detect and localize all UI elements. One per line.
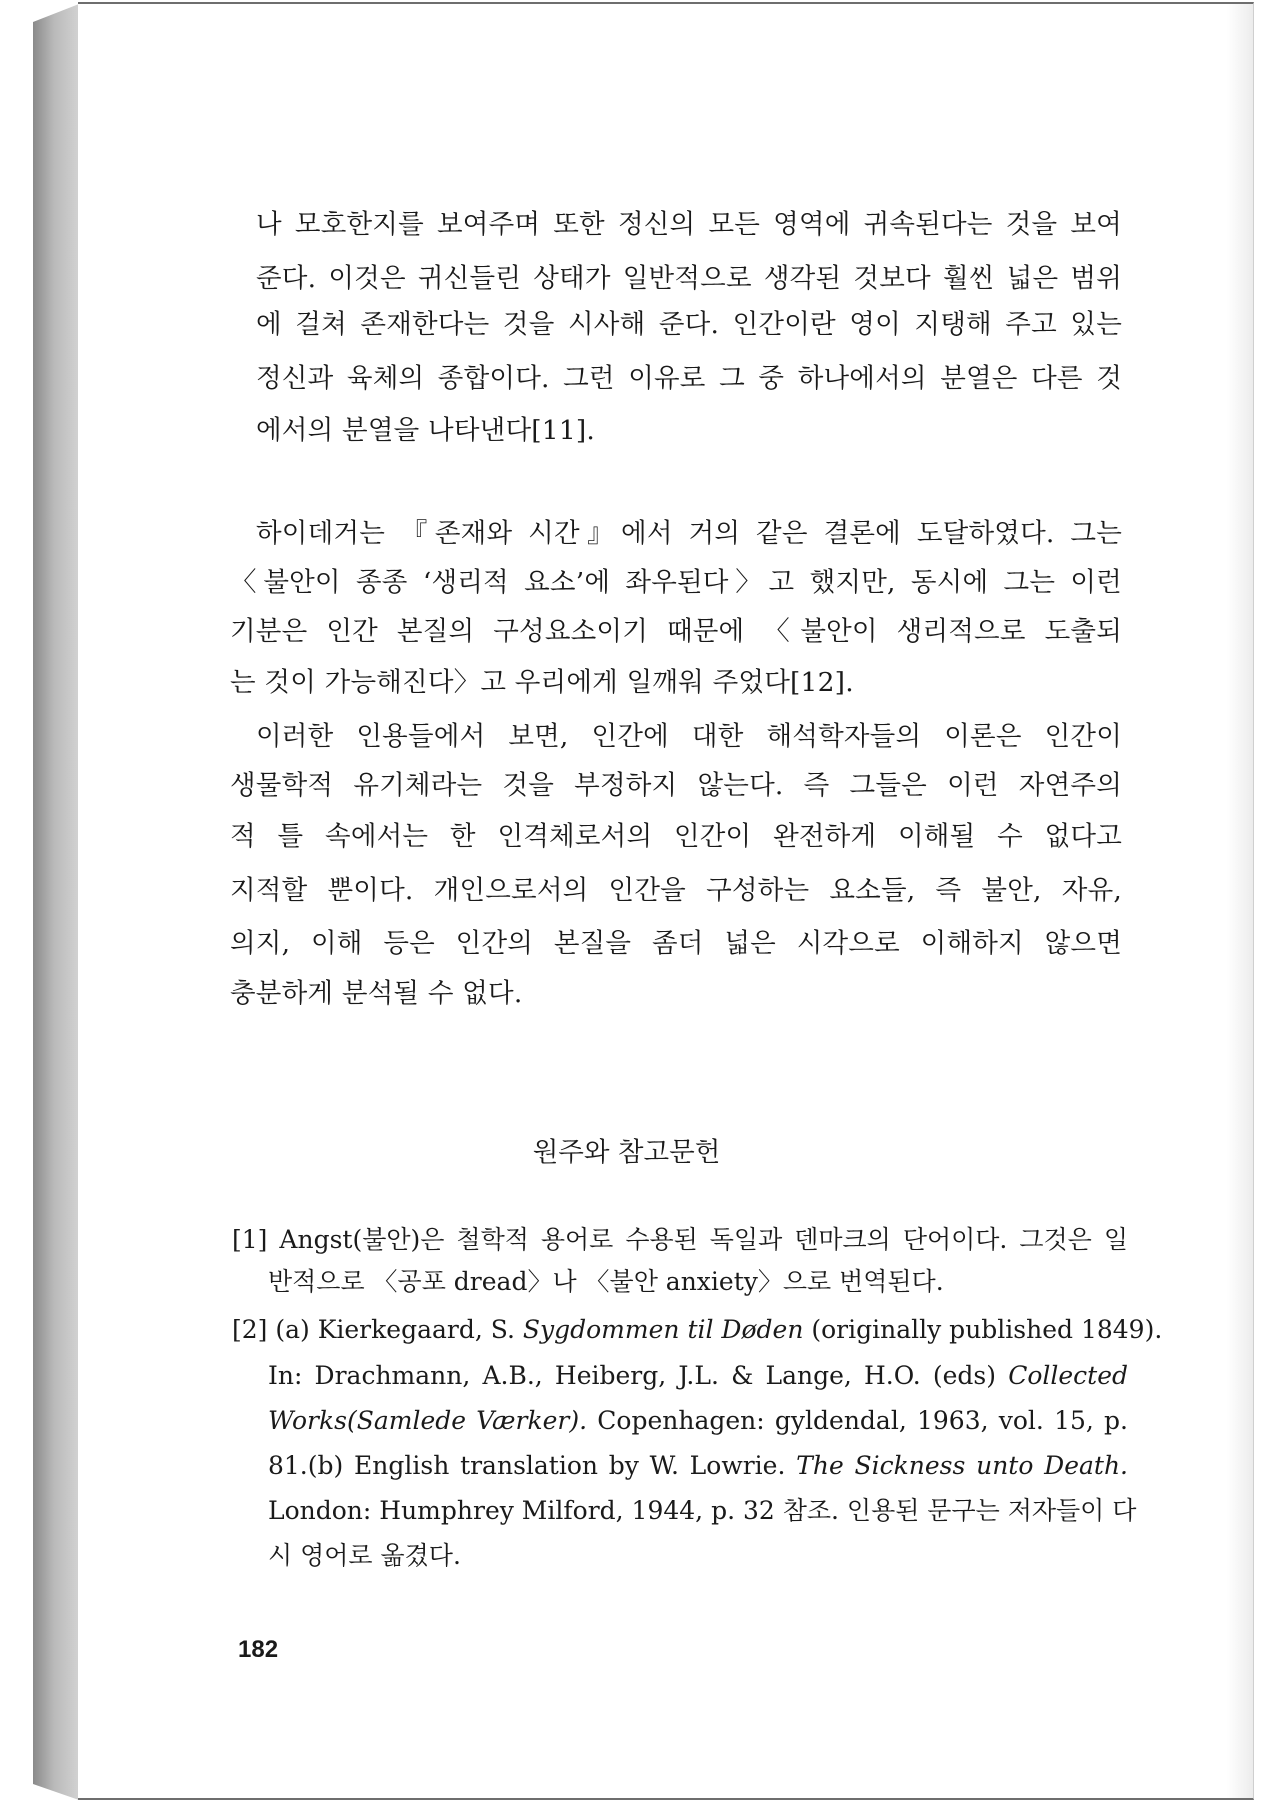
note-title-italic: Sygdommen til Døden	[522, 1315, 804, 1344]
note-1-line: 반적으로 〈공포 dread〉나 〈불안 anxiety〉으로 번역된다.	[268, 1267, 944, 1296]
note-text: (originally published 1849).	[803, 1315, 1163, 1344]
body-line: 정신과 육체의 종합이다. 그런 이유로 그 중 하나에서의 분열은 다른 것	[256, 363, 1122, 394]
note-text: Copenhagen: gyldendal, 1963, vol. 15, p.	[587, 1406, 1129, 1435]
body-line: 지적할 뿐이다. 개인으로서의 인간을 구성하는 요소들, 즉 불안, 자유,	[230, 875, 1122, 906]
body-line: 생물학적 유기체라는 것을 부정하지 않는다. 즉 그들은 이런 자연주의	[230, 770, 1122, 801]
body-line: 에 걸쳐 존재한다는 것을 시사해 준다. 인간이란 영이 지탱해 주고 있는	[256, 309, 1122, 340]
note-title-italic: Works(Samlede Værker).	[268, 1406, 588, 1435]
body-line: 적 틀 속에서는 한 인격체로서의 인간이 완전하게 이해될 수 없다고	[230, 821, 1122, 852]
notes-heading: 원주와 참고문헌	[532, 1137, 721, 1168]
note-2-line: 시 영어로 옮겼다.	[268, 1541, 461, 1570]
body-line: 는 것이 가능해진다〉고 우리에게 일깨워 주었다[12].	[230, 667, 854, 698]
note-text: In: Drachmann, A.B., Heiberg, J.L. & Lange, H.O. (eds)	[268, 1361, 1009, 1390]
body-line: 〈불안이 종종 ‘생리적 요소’에 좌우된다〉고 했지만, 동시에 그는 이런	[230, 567, 1122, 598]
note-text: 81.(b) English translation by W. Lowrie.	[268, 1451, 797, 1480]
body-line: 하이데거는 『존재와 시간』에서 거의 같은 결론에 도달하였다. 그는	[256, 518, 1122, 549]
body-line: 의지, 이해 등은 인간의 본질을 좀더 넓은 시각으로 이해하지 않으면	[230, 928, 1122, 959]
body-line: 기분은 인간 본질의 구성요소이기 때문에 〈불안이 생리적으로 도출되	[230, 616, 1122, 647]
body-line: 에서의 분열을 나타낸다[11].	[256, 415, 596, 446]
body-line: 이러한 인용들에서 보면, 인간에 대한 해석학자들의 이론은 인간이	[256, 721, 1122, 752]
page-number: 182	[238, 1636, 279, 1663]
note-1-line: [1] Angst(불안)은 철학적 용어로 수용된 독일과 덴마크의 단어이다. 그것은 일	[232, 1225, 1128, 1254]
note-text: [2] (a) Kierkegaard, S.	[232, 1315, 523, 1344]
body-line: 나 모호한지를 보여주며 또한 정신의 모든 영역에 귀속된다는 것을 보여	[256, 209, 1122, 240]
note-title-italic: Collected	[1008, 1361, 1128, 1390]
note-2-line	[232, 1314, 1163, 1346]
body-line: 충분하게 분석될 수 없다.	[230, 978, 523, 1009]
body-line: 준다. 이것은 귀신들린 상태가 일반적으로 생각된 것보다 훨씬 넓은 범위	[256, 263, 1122, 294]
note-title-italic: The Sickness unto Death.	[796, 1451, 1128, 1480]
note-2-line	[268, 1450, 1128, 1482]
note-2-line	[268, 1360, 1128, 1392]
note-2-line	[268, 1405, 1128, 1437]
note-2-line: London: Humphrey Milford, 1944, p. 32 참조. 인용된 문구는 저자들이 다	[268, 1496, 1137, 1525]
